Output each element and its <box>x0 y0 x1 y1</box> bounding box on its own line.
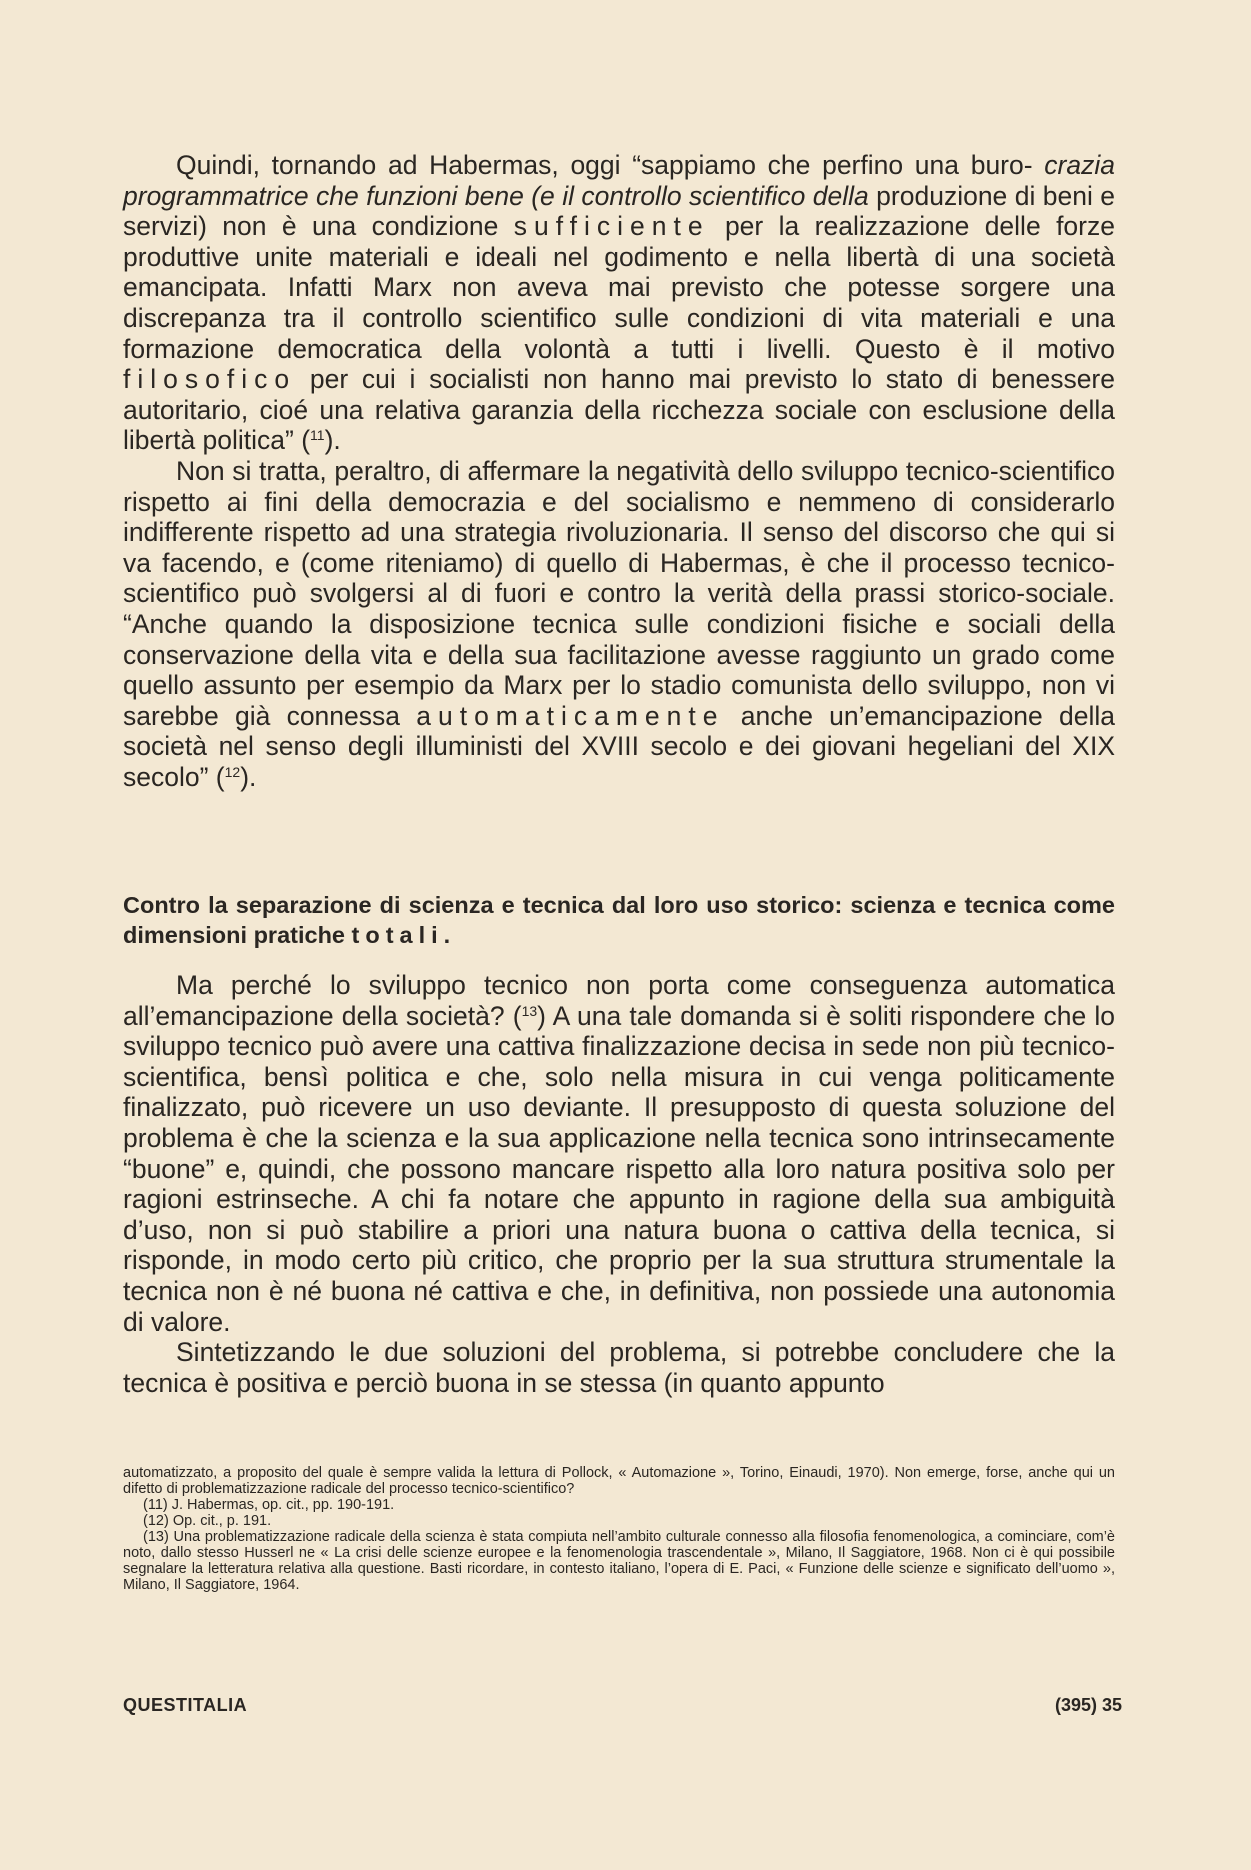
heading-text: . <box>443 922 451 948</box>
paragraph-text: produzione di beni e servizi) non è una condizione <box>123 180 1116 242</box>
paragraph-text: ). <box>240 761 257 792</box>
spaced-emphasis: automaticamente <box>416 700 725 731</box>
paragraph-text: ) A una tale domanda si è soliti rispondere che lo sviluppo tecnico può avere una cattiva finalizzazione decisa in sede non più tecnico-scientifica, bensì politica e che, solo nella misura in cui venga politicamente finalizzato, può ricevere un uso deviante. Il presupposto di questa soluzione del problema è che la scienza e la sua applicazione nella tecnica sono intrinsecamente “buone” e, quindi, che possono mancare rispetto alla loro natura positiva solo per ragioni estrinseche. A chi fa notare che appunto in ragione della sua ambiguità d’uso, non si può stabilire a priori una natura buona o cattiva della tecnica, si risponde, in modo certo più critico, che proprio per la sua struttura strumentale la tecnica non è né buona né cattiva e che, in definitiva, non possiede una autonomia di valore. <box>123 1000 1115 1337</box>
body-text-bottom <box>123 970 1115 1398</box>
journal-name: QUESTITALIA <box>123 1695 248 1715</box>
paragraph-3 <box>123 970 1115 1337</box>
footnote-mark: (12) <box>143 1513 169 1529</box>
spaced-emphasis: filosofico <box>123 364 297 395</box>
footnote-text: Op. cit., p. 191. <box>168 1513 272 1529</box>
footnote-11 <box>123 1497 1115 1513</box>
footnote-ref: 11 <box>310 427 325 444</box>
footnote-12 <box>123 1513 1115 1529</box>
paragraph-2 <box>123 456 1115 793</box>
paragraph-text: Non si tratta, peraltro, di affermare la negatività dello sviluppo tecnico-scientifico rispetto ai fini della democrazia e del socialismo e nemmeno di considerarlo indifferente rispetto ad una strategia rivoluzionaria. Il senso del discorso che qui si va facendo, e (come riteniamo) di quello di Habermas, è che il processo tecnico-scientifico può svolgersi al di fuori e contro la verità della prassi storico-sociale. “Anche quando la disposizione tecnica sulle condizioni fisiche e sociali della conservazione della vita e della sua facilitazione avesse raggiunto un grado come quello assunto per esempio da Marx per lo stadio comunista dello sviluppo, non vi sarebbe già connessa <box>123 455 1115 731</box>
heading-text: Contro la separazione di scienza e tecnica dal loro uso storico: scienza e tecnica come dimensioni pratiche <box>123 892 1115 948</box>
footnotes <box>123 1465 1115 1593</box>
spaced-emphasis: sufficiente <box>513 211 710 242</box>
section-heading <box>123 890 1115 950</box>
paragraph-text: per la realizzazione delle forze produttive unite materiali e ideali nel godimento e nella libertà di una società emancipata. Infatti Marx non aveva mai previsto che potesse sorgere una discrepanza tra il controllo scientifico sulle condizioni di vita materiali e una formazione democratica della volontà a tutti i livelli. Questo è il motivo <box>123 211 1115 364</box>
paragraph-text: anche un’emancipazione della società nel senso degli illuministi del XVIII secolo e dei giovani hegeliani del XIX secolo” ( <box>123 700 1115 792</box>
footnote-text: Una problematizzazione radicale della scienza è stata compiuta nell’ambito culturale connesso alla filosofia fenomenologica, a cominciare, com’è noto, dallo stesso Husserl ne « La crisi delle scienze europee e la fenomenologia trascendentale », Milano, Il Saggiatore, 1968. Non ci è qui possibile segnalare la letteratura relativa alla questione. Basti ricordare, in contesto italiano, l’opera di E. Paci, « Funzione delle scienze e significato dell’uomo », Milano, Il Saggiatore, 1964. <box>123 1529 1115 1593</box>
paragraph-text: Ma perché lo sviluppo tecnico non porta come conseguenza automatica all’emancipazione della società? ( <box>123 970 1115 1031</box>
body-text-top <box>123 150 1115 792</box>
italic-text: crazia programmatrice che funzioni bene (e il controllo scientifico della <box>123 150 1115 211</box>
paragraph-1 <box>123 150 1115 456</box>
paragraph-text: Quindi, tornando ad Habermas, oggi “sappiamo che perfino una buro- <box>176 150 1033 180</box>
footnote-text: J. Habermas, op. cit., pp. 190-191. <box>167 1497 395 1513</box>
footnote-continuation: automatizzato, a proposito del quale è sempre valida la lettura di Pollock, « Automazione », Torino, Einaudi, 1970). Non emerge, forse, anche qui un difetto di problematizzazione radicale del processo tecnico-scientifico? <box>123 1465 1115 1497</box>
paragraph-4: Sintetizzando le due soluzioni del problema, si potrebbe concludere che la tecnica è positiva e perciò buona in se stessa (in quanto appunto <box>123 1337 1115 1398</box>
paragraph-text: ). <box>324 425 341 456</box>
page-number: (395) 35 <box>1054 1695 1122 1715</box>
footnote-mark: (13) <box>143 1529 169 1545</box>
footnote-13 <box>123 1529 1115 1593</box>
heading-spaced: totali <box>351 922 444 948</box>
footnote-mark: (11) <box>143 1497 168 1513</box>
footnote-ref: 12 <box>224 763 241 780</box>
paragraph-text: per cui i socialisti non hanno mai previsto lo stato di benessere autoritario, cioé una relativa garanzia della ricchezza sociale con esclusione della libertà politica” ( <box>123 364 1115 456</box>
footnote-ref: 13 <box>521 1002 538 1019</box>
